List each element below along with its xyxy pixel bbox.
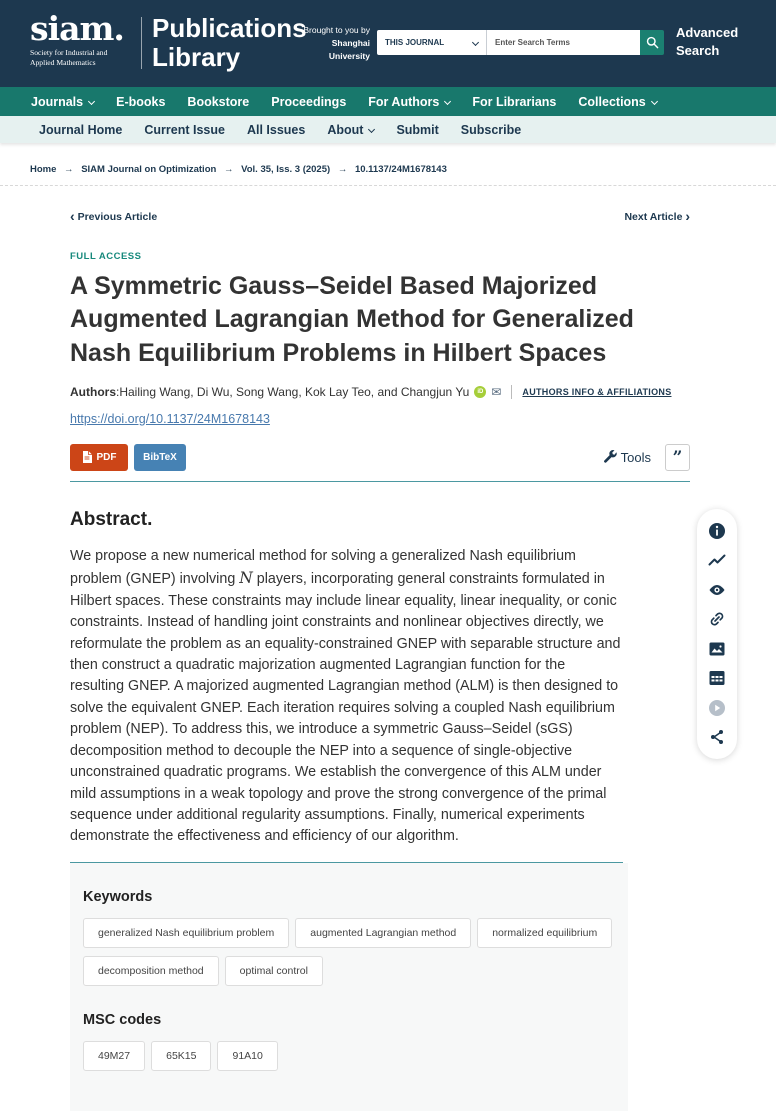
- publications-library-logo[interactable]: [152, 14, 307, 72]
- doi-link[interactable]: https://doi.org/10.1137/24M1678143: [70, 411, 270, 426]
- chevron-down-icon: [88, 97, 95, 104]
- site-title-line1: Publications: [152, 13, 307, 43]
- chevron-down-icon: [651, 97, 658, 104]
- info-icon[interactable]: [708, 522, 726, 540]
- pdf-file-icon: [82, 451, 92, 463]
- keyword-chips: [83, 918, 614, 986]
- tables-icon[interactable]: [708, 669, 726, 687]
- pdf-button[interactable]: PDF: [70, 444, 128, 471]
- authors-label: Authors: [70, 384, 116, 399]
- msc-chip[interactable]: 65K15: [151, 1041, 211, 1071]
- search-input[interactable]: [487, 30, 640, 55]
- nav-journals[interactable]: Journals: [20, 95, 105, 109]
- access-badge: FULL ACCESS: [70, 251, 142, 262]
- chevron-down-icon: [368, 125, 375, 132]
- nav-collections[interactable]: Collections: [567, 95, 667, 109]
- action-toolbar: [70, 444, 690, 471]
- keyword-chip[interactable]: decomposition method: [83, 956, 219, 986]
- side-toolbar: [697, 509, 737, 759]
- wrench-icon: [603, 450, 617, 464]
- advanced-search-link[interactable]: Advanced Search: [676, 25, 739, 59]
- keyword-chip[interactable]: normalized equilibrium: [477, 918, 612, 948]
- search-scope-dropdown[interactable]: [377, 30, 487, 55]
- chevron-down-icon: [472, 39, 479, 46]
- nav-subscribe[interactable]: Subscribe: [460, 122, 522, 137]
- keywords-heading: Keywords: [83, 888, 153, 905]
- chevron-down-icon: [444, 97, 451, 104]
- nav-all-issues[interactable]: All Issues: [246, 122, 306, 137]
- site-header: [0, 0, 776, 87]
- breadcrumb-separator: →: [337, 164, 348, 175]
- next-article-link[interactable]: Next Article ›: [624, 208, 690, 224]
- breadcrumb-home[interactable]: Home: [30, 164, 57, 175]
- previous-article-link[interactable]: ‹ Previous Article: [70, 208, 158, 224]
- chevron-right-icon: ›: [685, 208, 690, 224]
- article-content: [70, 208, 690, 1111]
- keyword-chip[interactable]: optimal control: [225, 956, 323, 986]
- primary-nav: [0, 87, 776, 116]
- nav-ebooks[interactable]: E-books: [116, 94, 166, 109]
- brought-text: Brought to you by: [303, 25, 370, 35]
- search-button[interactable]: [640, 30, 664, 55]
- nav-journal-home[interactable]: Journal Home: [39, 122, 123, 137]
- breadcrumb: [0, 158, 776, 186]
- breadcrumb-separator: →: [223, 164, 234, 175]
- brought-to-you-by: [295, 24, 370, 62]
- logo-divider: [141, 17, 142, 69]
- nav-proceedings[interactable]: Proceedings: [271, 94, 347, 109]
- math-symbol-n: N: [239, 569, 253, 588]
- abstract-heading: Abstract.: [70, 508, 153, 530]
- authors-row: Authors : Hailing Wang, Di Wu, Song Wang, Kok Lay Teo, and Changjun Yu iD ✉ AUTHORS INFO & AFFILIATIONS: [70, 384, 672, 399]
- breadcrumb-doi[interactable]: 10.1137/24M1678143: [354, 164, 447, 175]
- nav-for-authors[interactable]: For Authors: [357, 95, 461, 109]
- eye-icon[interactable]: [708, 581, 726, 599]
- site-title-line2: Library: [152, 42, 241, 73]
- keyword-chip[interactable]: generalized Nash equilibrium problem: [83, 918, 289, 948]
- breadcrumb-separator: →: [64, 164, 74, 175]
- msc-codes-heading: MSC codes: [83, 1011, 162, 1028]
- breadcrumb-journal[interactable]: SIAM Journal on Optimization: [81, 164, 217, 175]
- search-icon: [646, 36, 659, 49]
- siam-wordmark: siam.: [30, 9, 124, 48]
- media-icon[interactable]: [708, 699, 726, 717]
- tools-button[interactable]: Tools: [603, 450, 651, 465]
- msc-chip[interactable]: 91A10: [217, 1041, 277, 1071]
- msc-chip[interactable]: 49M27: [83, 1041, 145, 1071]
- divider: [511, 385, 512, 399]
- chevron-left-icon: ‹: [70, 208, 75, 224]
- metrics-icon[interactable]: [708, 551, 726, 569]
- nav-bookstore[interactable]: Bookstore: [187, 94, 250, 109]
- email-icon[interactable]: ✉: [491, 384, 502, 399]
- authors-info-link[interactable]: AUTHORS INFO & AFFILIATIONS: [522, 386, 672, 397]
- abstract-text: We propose a new numerical method for solving a generalized Nash equilibrium problem (GNEP) involving N players, incorporating general constraints formulated in Hilbert spaces. These constraints may include linear equality, linear inequality, or conic constraints. Instead of handling joint constraints and nonlinear objectives directly, we reformulate the problem as an equality-constrained GNEP with separable structure and then construct a quadratic majorization augmented Lagrangian function for the resulting GNEP. A majorized augmented Lagrangian method (ALM) is then designed to solve the equivalent GNEP. Each iteration requires solving a coupled Nash equilibrium problem (NEP). To address this, we introduce a symmetric Gauss–Seidel (sGS) decomposition method to decouple the NEP into a sequence of single-objective unconstrained quadratic programs. We establish the convergence of this ALM under mild assumptions in a weak topology and prove the strong convergence of the primal sequence under additional regularity assumptions. Finally, numerical experiments demonstrate the effectiveness and efficiency of our algorithm.: [70, 547, 621, 845]
- article-pager: [70, 208, 690, 224]
- search-scope-label: THIS JOURNAL: [385, 38, 445, 47]
- institution-name: Shanghai University: [328, 37, 370, 61]
- cite-quote-button[interactable]: ”: [665, 444, 690, 471]
- bibtex-button[interactable]: BibTeX: [134, 444, 186, 471]
- divider: [70, 481, 690, 482]
- orcid-icon[interactable]: iD: [474, 386, 486, 398]
- nav-current-issue[interactable]: Current Issue: [144, 122, 225, 137]
- share-icon[interactable]: [708, 728, 726, 746]
- nav-submit[interactable]: Submit: [396, 122, 439, 137]
- link-icon[interactable]: [708, 610, 726, 628]
- siam-tagline-1: Society for Industrial and: [30, 48, 108, 57]
- keyword-chip[interactable]: augmented Lagrangian method: [295, 918, 471, 948]
- msc-chips: [83, 1041, 614, 1071]
- nav-about[interactable]: About: [316, 123, 385, 137]
- search-bar: [377, 30, 664, 55]
- journal-nav: [0, 116, 776, 143]
- breadcrumb-issue[interactable]: Vol. 35, Iss. 3 (2025): [241, 164, 331, 175]
- figures-icon[interactable]: [708, 640, 726, 658]
- nav-for-librarians[interactable]: For Librarians: [472, 94, 557, 109]
- author-names: Hailing Wang, Di Wu, Song Wang, Kok Lay Teo, and Changjun Yu: [119, 384, 470, 399]
- keywords-section: [70, 863, 628, 1111]
- siam-logo[interactable]: [30, 9, 124, 68]
- article-title: A Symmetric Gauss–Seidel Based Majorized Augmented Lagrangian Method for Generalized Nash Equilibrium Problems in Hilbert Spaces: [70, 272, 634, 367]
- siam-tagline-2: Applied Mathematics: [30, 57, 96, 67]
